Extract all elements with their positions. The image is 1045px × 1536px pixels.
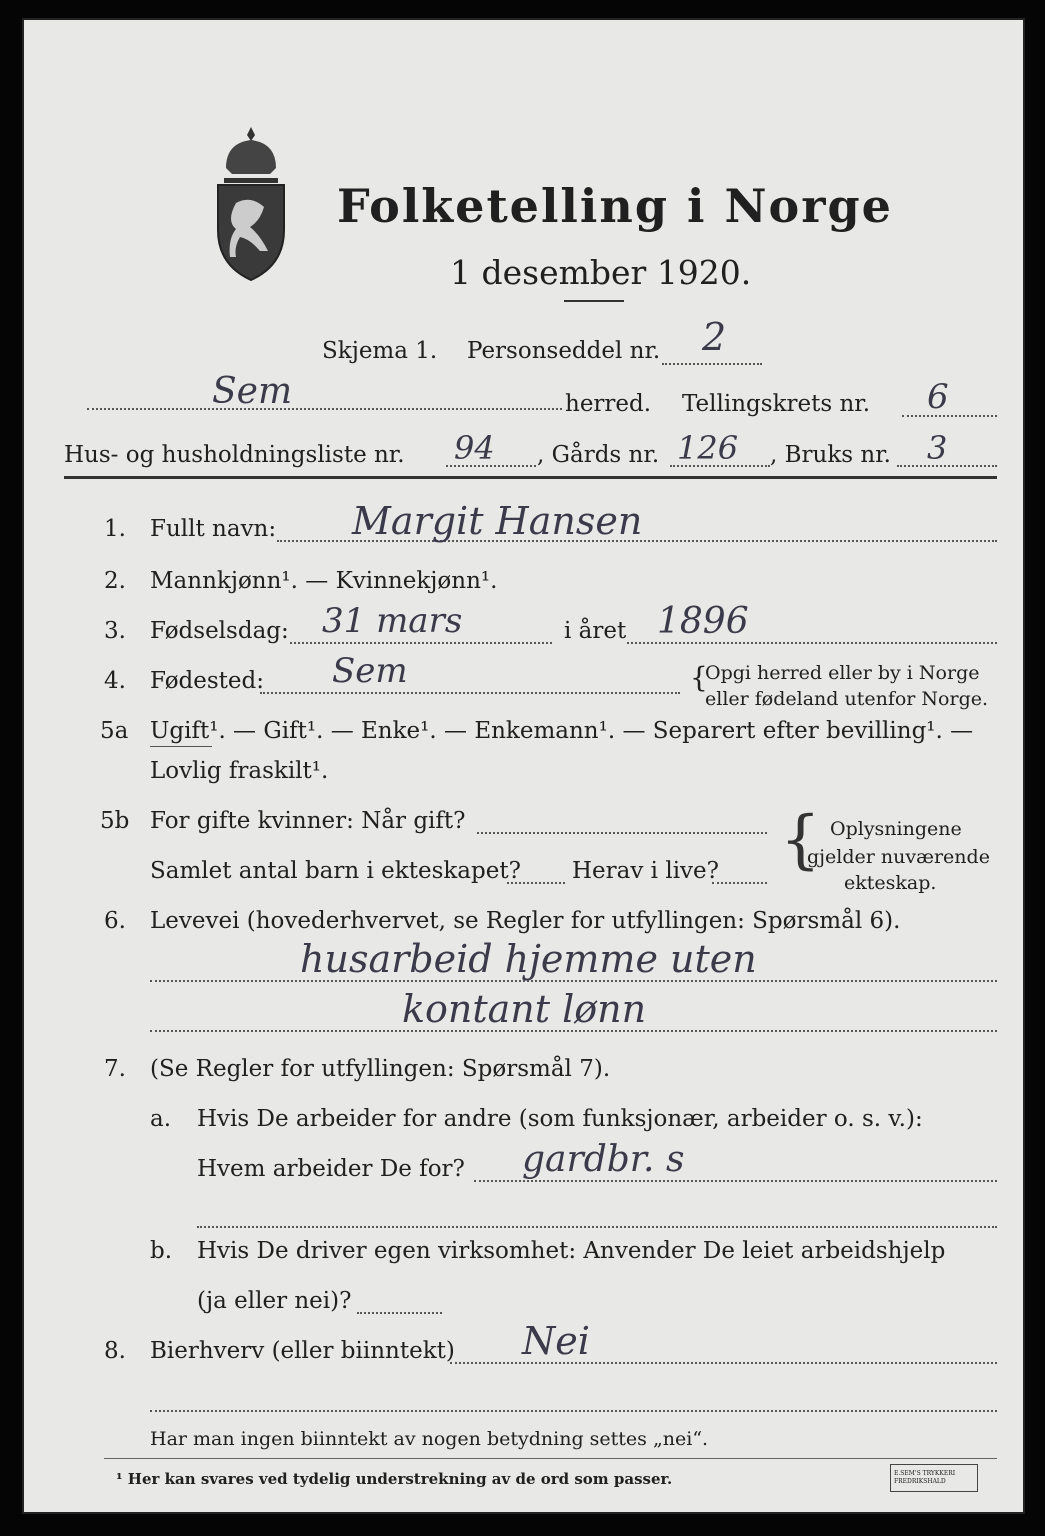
herred-label: herred. — [565, 391, 652, 417]
side-income-field-line2[interactable] — [150, 1410, 997, 1412]
q3-year-label: i året — [564, 618, 627, 644]
printer-stamp: E.SEM'S TRYKKERI FREDRIKSHALD — [890, 1464, 978, 1492]
footnote: ¹ Her kan svares ved tydelig understrekning av de ord som passer. — [116, 1470, 673, 1488]
form-title: Folketelling i Norge — [337, 179, 893, 233]
q8-label: Bierhverv (eller biinntekt) — [150, 1338, 455, 1364]
header-rule — [64, 476, 997, 479]
tellingskrets-label: Tellingskrets nr. — [682, 391, 871, 417]
birthdate-field[interactable]: 31 mars — [322, 601, 463, 641]
q4-note-line2: eller fødeland utenfor Norge. — [705, 688, 989, 710]
bruks-field[interactable]: 3 — [927, 429, 948, 467]
q5b-note-line2: gjelder nuværende — [807, 846, 990, 868]
q1-number: 1. — [104, 516, 126, 542]
occupation-field-line1[interactable]: husarbeid hjemme uten — [300, 937, 757, 981]
q4-label: Fødested: — [150, 668, 265, 694]
coat-of-arms-icon — [206, 123, 296, 283]
birth-year-field[interactable]: 1896 — [657, 601, 749, 642]
q7-label: (Se Regler for utfyllingen: Spørsmål 7). — [150, 1056, 611, 1082]
q5b-number: 5b — [100, 808, 130, 834]
side-income-field[interactable]: Nei — [522, 1319, 590, 1363]
ugift-underline — [150, 746, 212, 747]
q6-number: 6. — [104, 908, 126, 934]
biinntekt-note: Har man ingen biinntekt av nogen betydning settes „nei“. — [150, 1428, 709, 1450]
q5b-married-label: For gifte kvinner: Når gift? — [150, 808, 466, 834]
children-alive-field[interactable] — [712, 882, 767, 884]
birthplace-field[interactable]: Sem — [332, 651, 408, 691]
q5b-note-line1: Oplysningene — [830, 818, 962, 840]
q3-label: Fødselsdag: — [150, 618, 289, 644]
q7a-line1: Hvis De arbeider for andre (som funksjonær, arbeider o. s. v.): — [197, 1106, 923, 1132]
q7b-letter: b. — [150, 1238, 173, 1264]
q3-number: 3. — [104, 618, 126, 644]
q5a-number: 5a — [100, 718, 129, 744]
married-date-field[interactable] — [477, 832, 767, 834]
q6-label: Levevei (hovederhvervet, se Regler for utfyllingen: Spørsmål 6). — [150, 908, 901, 934]
employer-field[interactable]: gardbr. s — [522, 1139, 685, 1180]
footnote-divider — [104, 1458, 997, 1459]
q7a-letter: a. — [150, 1106, 172, 1132]
marital-status-line2[interactable]: Lovlig fraskilt¹. — [150, 758, 329, 784]
q2-number: 2. — [104, 568, 126, 594]
q7b-line2: (ja eller nei)? — [197, 1288, 352, 1314]
personseddel-field[interactable]: 2 — [702, 315, 727, 359]
form-date: 1 desember 1920. — [450, 253, 752, 292]
tellingskrets-field[interactable]: 6 — [927, 377, 949, 417]
title-divider — [564, 300, 624, 302]
bruks-label: , Bruks nr. — [770, 442, 891, 468]
gards-label: , Gårds nr. — [537, 442, 660, 468]
skjema-label: Skjema 1. — [322, 338, 438, 364]
husliste-label: Hus- og husholdningsliste nr. — [64, 442, 405, 468]
q5b-brace: { — [780, 803, 821, 877]
q8-number: 8. — [104, 1338, 126, 1364]
hired-help-field[interactable] — [357, 1312, 442, 1314]
full-name-field[interactable]: Margit Hansen — [352, 499, 643, 543]
husliste-field[interactable]: 94 — [454, 429, 495, 467]
marital-status-options[interactable]: Ugift¹. — Gift¹. — Enke¹. — Enkemann¹. — Separert efter bevilling¹. — — [150, 718, 974, 744]
q1-label: Fullt navn: — [150, 516, 277, 542]
census-form-page — [22, 18, 1025, 1514]
q7b-line1: Hvis De driver egen virksomhet: Anvender De leiet arbeidshjelp — [197, 1238, 946, 1264]
q5b-note-line3: ekteskap. — [844, 872, 937, 894]
q7a-line2: Hvem arbeider De for? — [197, 1156, 465, 1182]
herred-field[interactable]: Sem — [212, 371, 293, 412]
gender-options[interactable]: Mannkjønn¹. — Kvinnekjønn¹. — [150, 568, 498, 594]
q5b-alive-label: Herav i live? — [572, 858, 719, 884]
gards-field[interactable]: 126 — [677, 429, 739, 467]
q4-note-line1: Opgi herred eller by i Norge — [705, 662, 980, 684]
q5b-children-label: Samlet antal barn i ekteskapet? — [150, 858, 521, 884]
occupation-field-line2[interactable]: kontant lønn — [402, 987, 647, 1031]
q4-brace: { — [690, 661, 708, 694]
employer-field-line2[interactable] — [197, 1226, 997, 1228]
q7-number: 7. — [104, 1056, 126, 1082]
q4-number: 4. — [104, 668, 126, 694]
children-count-field[interactable] — [507, 882, 565, 884]
personseddel-label: Personseddel nr. — [467, 338, 661, 364]
